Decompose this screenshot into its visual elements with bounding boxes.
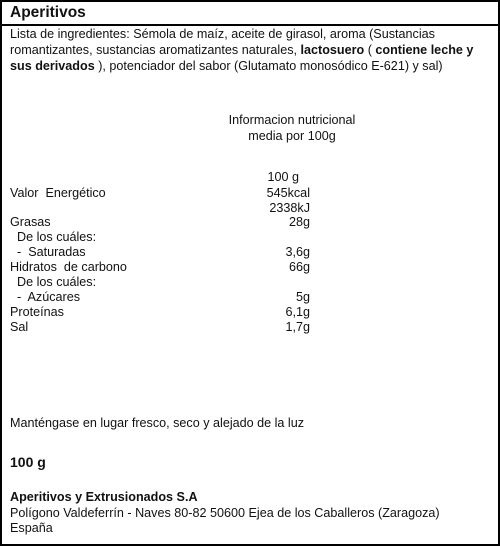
nutrition-row-label: Sal xyxy=(10,320,29,334)
nutrition-row-value: 5g xyxy=(295,290,310,304)
nutrition-row xyxy=(10,215,310,230)
nutrition-heading xyxy=(192,112,392,144)
nutrition-row xyxy=(10,186,310,201)
nutrition-row-label: Hidratos de carbono xyxy=(10,260,127,274)
company-address xyxy=(10,506,490,536)
nutrition-row-value: 545kcal xyxy=(266,186,310,200)
nutrition-row xyxy=(10,245,310,260)
nutrition-row-label: De los cuáles: xyxy=(10,275,97,289)
nutrition-heading-line2: media por 100g xyxy=(248,129,336,143)
nutrition-row xyxy=(10,275,310,290)
storage-instructions: Manténgase en lugar fresco, seco y alejado de la luz xyxy=(10,416,305,430)
nutrition-row-label: - Saturadas xyxy=(10,245,86,259)
nutrition-row-value: 1,7g xyxy=(285,320,310,334)
ingredients-allergen-1: lactosuero xyxy=(300,43,365,57)
company-address-line1: Polígono Valdeferrín - Naves 80-82 50600 Ejea de los Caballeros (Zaragoza) xyxy=(10,506,440,520)
nutrition-row-value: 66g xyxy=(288,260,310,274)
product-title: Aperitivos xyxy=(10,4,86,21)
nutrition-row xyxy=(10,290,310,305)
nutrition-row-label: Valor Energético xyxy=(10,186,106,200)
ingredients-part-2: ( xyxy=(364,43,376,57)
nutrition-row xyxy=(10,230,310,245)
nutrition-row xyxy=(10,320,310,335)
company-name: Aperitivos y Extrusionados S.A xyxy=(10,490,198,504)
nutrition-row xyxy=(10,260,310,275)
nutrition-row-label: De los cuáles: xyxy=(10,230,97,244)
nutrition-row xyxy=(10,201,310,216)
ingredients-text xyxy=(10,26,492,74)
ingredients-part-1: Lista de ingredientes: Sémola de maíz, aceite de girasol, aroma (Sustancias romantizantes, sustancias aromatizantes naturales, xyxy=(10,27,435,57)
nutrition-row-value: 2338kJ xyxy=(269,201,310,215)
ingredients-part-3: ), potenciador del sabor (Glutamato monosódico E-621) y sal) xyxy=(94,59,443,73)
nutrition-row-value: 3,6g xyxy=(285,245,310,259)
nutrition-row xyxy=(10,305,310,320)
ingredients-allergen-2: contiene leche y sus derivados xyxy=(10,43,474,73)
nutrition-per-label-row xyxy=(10,170,310,185)
company-address-line2: España xyxy=(10,521,53,535)
nutrition-heading-line1: Informacion nutricional xyxy=(228,113,356,127)
nutrition-row-label: Proteínas xyxy=(10,305,64,319)
nutrition-row-value: 6,1g xyxy=(285,305,310,319)
nutrition-row-label: Grasas xyxy=(10,215,51,229)
nutrition-row-value: 28g xyxy=(288,215,310,229)
nutrition-per-label: 100 g xyxy=(267,170,299,184)
net-weight: 100 g xyxy=(10,454,46,470)
nutrition-row-label: - Azúcares xyxy=(10,290,80,304)
